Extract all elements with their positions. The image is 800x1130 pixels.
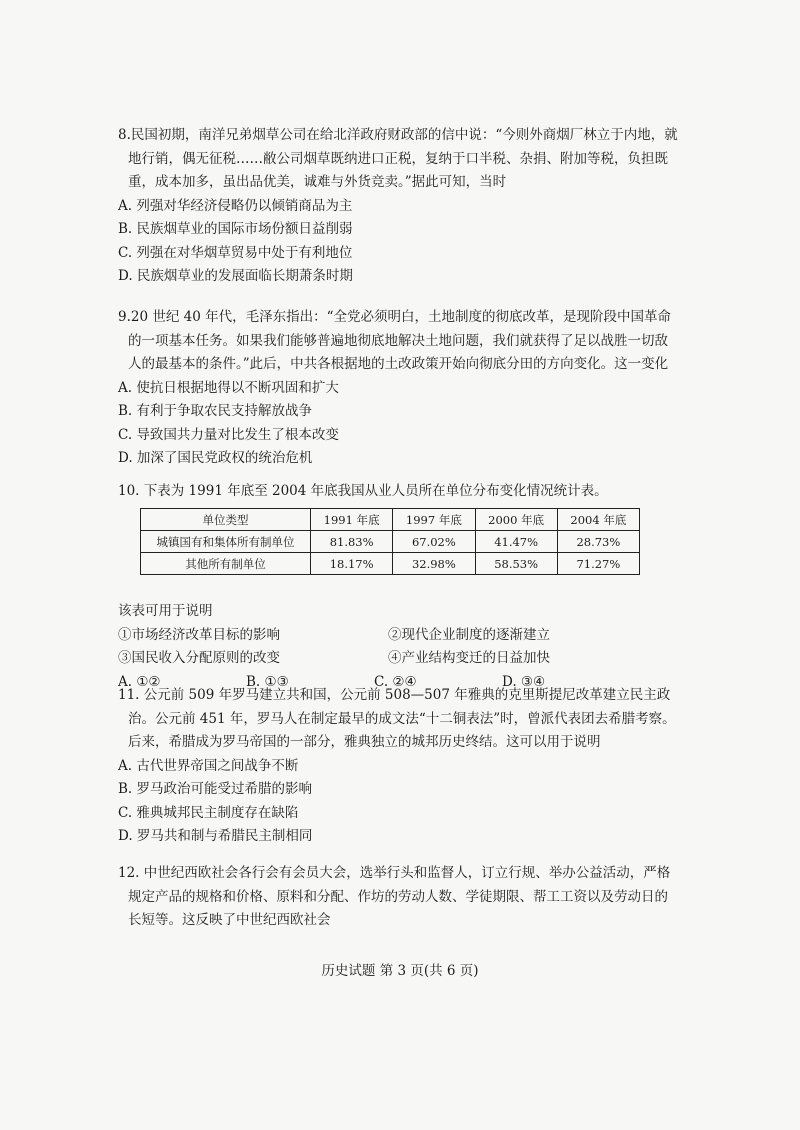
- table-cell: 41.47%: [475, 531, 557, 553]
- choice-c: C. ②④: [374, 673, 417, 690]
- question-stem: 10. 下表为 1991 年底至 2004 年底我国从业人员所在单位分布变化情况统计表。: [118, 483, 608, 499]
- table-header-cell: 2000 年底: [475, 509, 557, 531]
- question-stem: 12. 中世纪西欧社会各行会有会员大会，选举行头和监督人，订立行规、举办公益活动，严格规定产品的规格和价格、原料和分配、作坊的劳动人数、学徒期限、帮工工资以及劳动日的长短等。这反映了中世纪西欧社会: [118, 865, 671, 928]
- option-d: D. 民族烟草业的发展面临长期萧条时期: [118, 268, 353, 284]
- statement-grid: [118, 624, 678, 671]
- option-a: A. 列强对华经济侵略仍以倾销商品为主: [118, 197, 353, 214]
- table-header-cell: 1991 年底: [311, 509, 393, 531]
- option-b: B. 有利于争取农民支持解放战争: [118, 403, 313, 419]
- statement-4: ④产业结构变迁的日益加快: [388, 650, 550, 666]
- table-header-cell: 2004 年底: [557, 509, 639, 531]
- question-10-options: [118, 600, 678, 694]
- table-cell: 71.27%: [557, 553, 639, 575]
- question-stem: 11. 公元前 509 年罗马建立共和国，公元前 508—507 年雅典的克里斯提尼改革建立民主政治。公元前 451 年，罗马人在制定最早的成文法“十二铜表法”时，曾派代表团去希腊考察。后来，希腊成为罗马帝国的一部分，雅典独立的城邦历史终结。这可以用于说明: [118, 687, 676, 750]
- option-a: A. 使抗日根据地得以不断巩固和扩大: [118, 379, 339, 396]
- page-footer: 历史试题 第 3 页(共 6 页): [321, 963, 479, 979]
- choice-b: B. ①③: [246, 673, 289, 690]
- option-d: D. 罗马共和制与希腊民主制相同: [118, 828, 313, 844]
- table-cell: 67.02%: [393, 531, 475, 553]
- question-12: [118, 862, 678, 933]
- table-cell: 其他所有制单位: [141, 553, 311, 575]
- table-cell: 32.98%: [393, 553, 475, 575]
- option-d: D. 加深了国民党政权的统治危机: [118, 450, 313, 466]
- table-header-row: [141, 509, 640, 531]
- statement-1: ①市场经济改革目标的影响: [118, 626, 280, 643]
- option-b: B. 民族烟草业的国际市场份额日益削弱: [118, 221, 353, 237]
- statement-3: ③国民收入分配原则的改变: [118, 650, 280, 666]
- table-row: [141, 531, 640, 553]
- option-b: B. 罗马政治可能受过希腊的影响: [118, 781, 313, 797]
- table-header-cell: 单位类型: [141, 509, 311, 531]
- statement-2: ②现代企业制度的逐渐建立: [388, 626, 550, 643]
- option-c: C. 列强在对华烟草贸易中处于有利地位: [118, 244, 353, 261]
- question-10: [118, 480, 678, 504]
- question-stem: 9.20 世纪 40 年代，毛泽东指出：“全党必须明白，土地制度的彻底改革，是现阶段中国革命的一项基本任务。如果我们能够普遍地彻底地解决土地问题，我们就获得了足以战胜一切敌人的最基本的条件。”此后，中共各根据地的土改政策开始向彻底分田的方向变化。这一变化: [118, 309, 672, 372]
- table-cell: 58.53%: [475, 553, 557, 575]
- option-c: C. 导致国共力量对比发生了根本改变: [118, 426, 339, 443]
- table-cell: 81.83%: [311, 531, 393, 553]
- question-lead: 该表可用于说明: [118, 603, 213, 619]
- option-c: C. 雅典城邦民主制度存在缺陷: [118, 804, 299, 821]
- table-header-cell: 1997 年底: [393, 509, 475, 531]
- question-11: [118, 684, 678, 849]
- question-stem: 8.民国初期，南洋兄弟烟草公司在给北洋政府财政部的信中说：“今则外商烟厂林立于内地，就地行销，偶无征税……敝公司烟草既纳进口正税，复纳于口半税、杂捐、附加等税，负担既重，成本加多，虽出品优美，诚难与外货竞卖。”据此可知，当时: [118, 127, 678, 190]
- table-cell: 18.17%: [311, 553, 393, 575]
- employment-distribution-table: [140, 508, 640, 575]
- question-8: [118, 124, 678, 289]
- choice-a: A. ①②: [118, 673, 161, 690]
- option-a: A. 古代世界帝国之间战争不断: [118, 757, 299, 774]
- table-cell: 28.73%: [557, 531, 639, 553]
- table-cell: 城镇国有和集体所有制单位: [141, 531, 311, 553]
- question-9: [118, 306, 678, 471]
- choice-d: D. ③④: [502, 673, 546, 690]
- table-row: [141, 553, 640, 575]
